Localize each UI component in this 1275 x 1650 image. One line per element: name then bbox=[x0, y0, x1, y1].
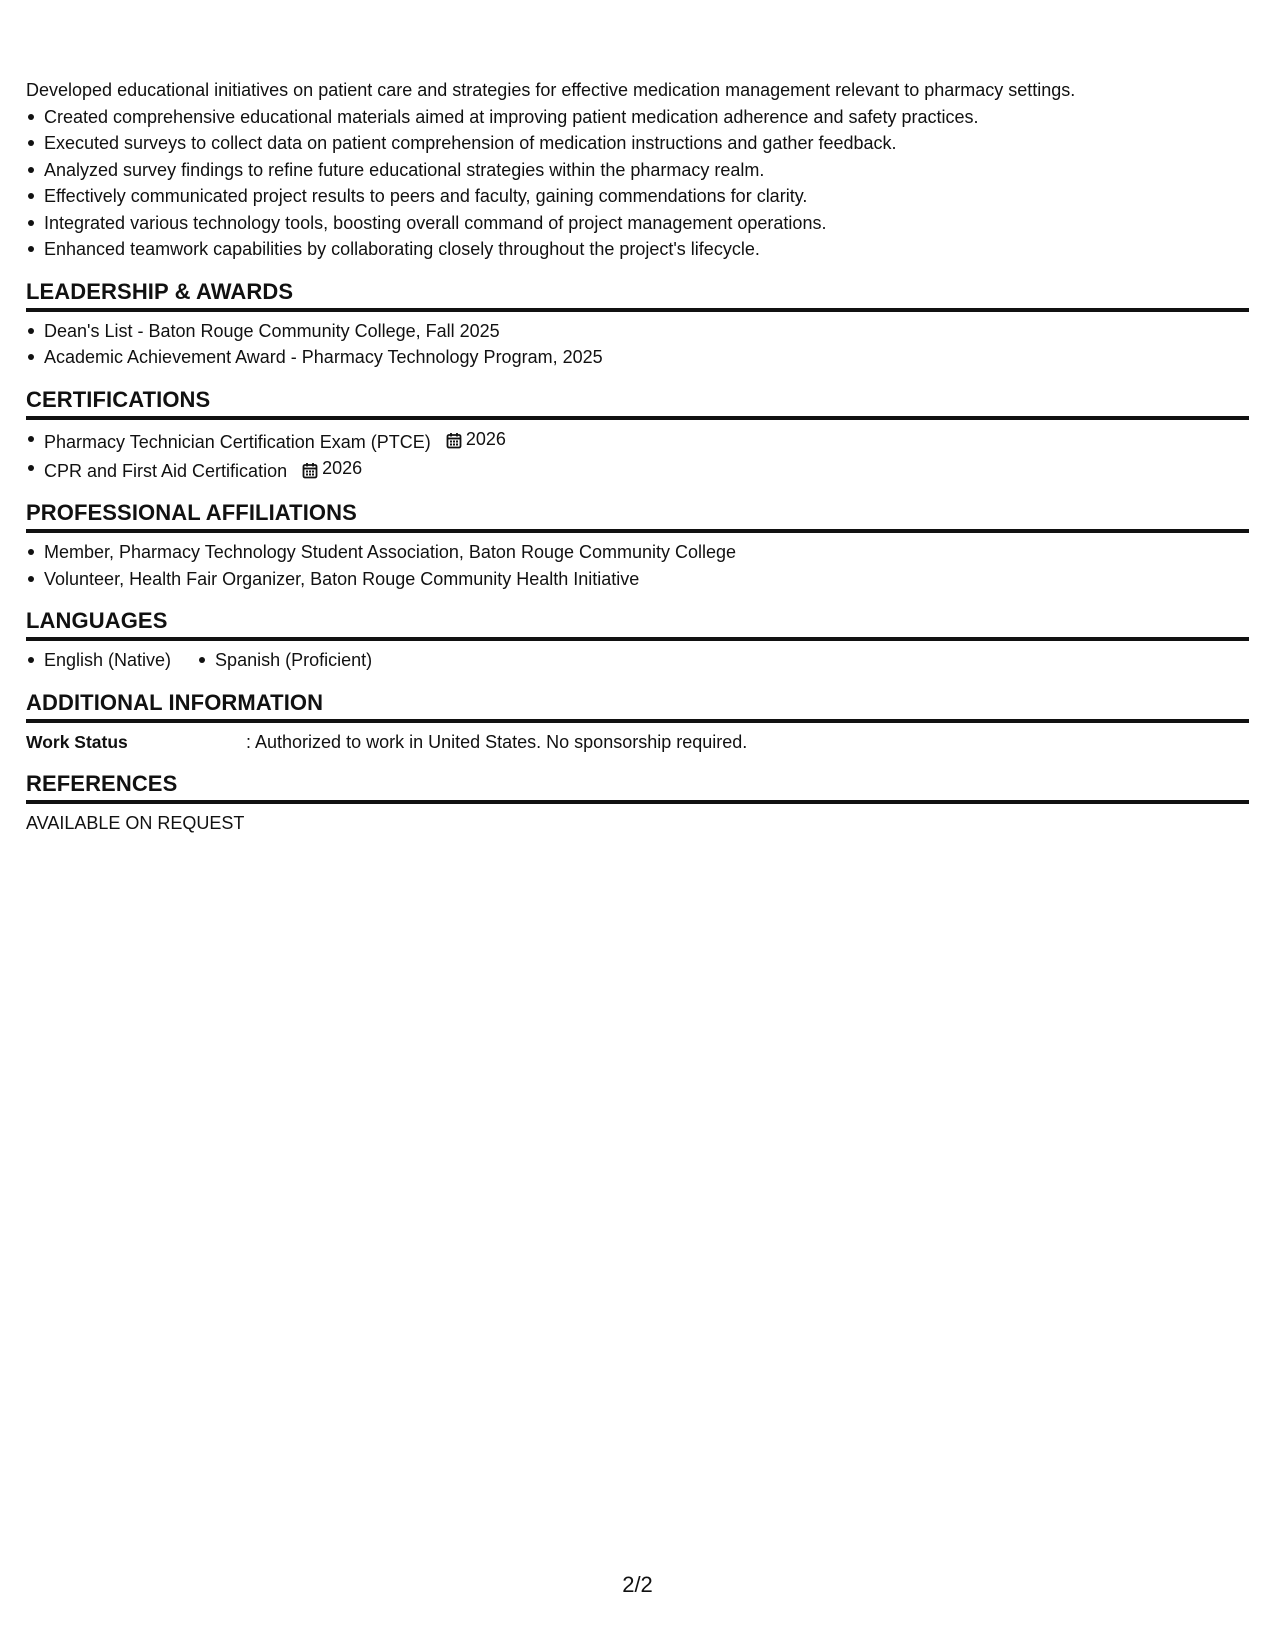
calendar-icon bbox=[302, 462, 318, 479]
leadership-section bbox=[26, 277, 1249, 371]
list-item: Volunteer, Health Fair Organizer, Baton Rouge Community Health Initiative bbox=[26, 566, 1249, 593]
certification-date-group bbox=[446, 426, 506, 453]
project-bullet-list bbox=[26, 104, 1249, 263]
certification-item bbox=[26, 455, 1249, 484]
certification-date-group bbox=[302, 455, 362, 482]
leadership-list bbox=[26, 318, 1249, 371]
list-item: Enhanced teamwork capabilities by collaborating closely throughout the project's lifecycle. bbox=[26, 236, 1249, 263]
section-heading: LANGUAGES bbox=[26, 606, 1249, 641]
certification-date: 2026 bbox=[322, 457, 363, 478]
certification-date: 2026 bbox=[465, 428, 506, 449]
certifications-section bbox=[26, 385, 1249, 485]
certification-item bbox=[26, 426, 1249, 455]
project-summary: Developed educational initiatives on patient care and strategies for effective medication management relevant to pharmacy settings. bbox=[26, 80, 1076, 100]
affiliations-section bbox=[26, 498, 1249, 592]
section-heading: ADDITIONAL INFORMATION bbox=[26, 688, 1249, 723]
additional-info-section bbox=[26, 688, 1249, 756]
resume-page bbox=[26, 77, 1249, 837]
languages-list bbox=[26, 647, 1249, 674]
languages-section bbox=[26, 606, 1249, 674]
references-section bbox=[26, 769, 1249, 837]
calendar-icon bbox=[446, 432, 462, 449]
list-item: Member, Pharmacy Technology Student Association, Baton Rouge Community College bbox=[26, 539, 1249, 566]
page-number: 2/2 bbox=[622, 1572, 653, 1597]
references-text: AVAILABLE ON REQUEST bbox=[26, 813, 245, 833]
work-status-label: Work Status bbox=[26, 731, 128, 752]
section-heading: PROFESSIONAL AFFILIATIONS bbox=[26, 498, 1249, 533]
certification-name: Pharmacy Technician Certification Exam (PTCE) bbox=[44, 431, 431, 452]
work-status-value: : Authorized to work in United States. No sponsorship required. bbox=[246, 731, 748, 752]
list-item: Analyzed survey findings to refine future educational strategies within the pharmacy realm. bbox=[26, 157, 1249, 184]
language-item: Spanish (Proficient) bbox=[197, 647, 372, 674]
list-item: Academic Achievement Award - Pharmacy Technology Program, 2025 bbox=[26, 344, 1249, 371]
list-item: Effectively communicated project results to peers and faculty, gaining commendations for clarity. bbox=[26, 183, 1249, 210]
work-status-row bbox=[26, 729, 1249, 756]
list-item: Executed surveys to collect data on patient comprehension of medication instructions and gather feedback. bbox=[26, 130, 1249, 157]
section-heading: REFERENCES bbox=[26, 769, 1249, 804]
certifications-list bbox=[26, 426, 1249, 485]
language-item: English (Native) bbox=[26, 647, 171, 674]
section-heading: CERTIFICATIONS bbox=[26, 385, 1249, 420]
list-item: Created comprehensive educational materials aimed at improving patient medication adherence and safety practices. bbox=[26, 104, 1249, 131]
list-item: Dean's List - Baton Rouge Community College, Fall 2025 bbox=[26, 318, 1249, 345]
list-item: Integrated various technology tools, boosting overall command of project management operations. bbox=[26, 210, 1249, 237]
certification-name: CPR and First Aid Certification bbox=[44, 460, 288, 481]
section-heading: LEADERSHIP & AWARDS bbox=[26, 277, 1249, 312]
affiliations-list bbox=[26, 539, 1249, 592]
